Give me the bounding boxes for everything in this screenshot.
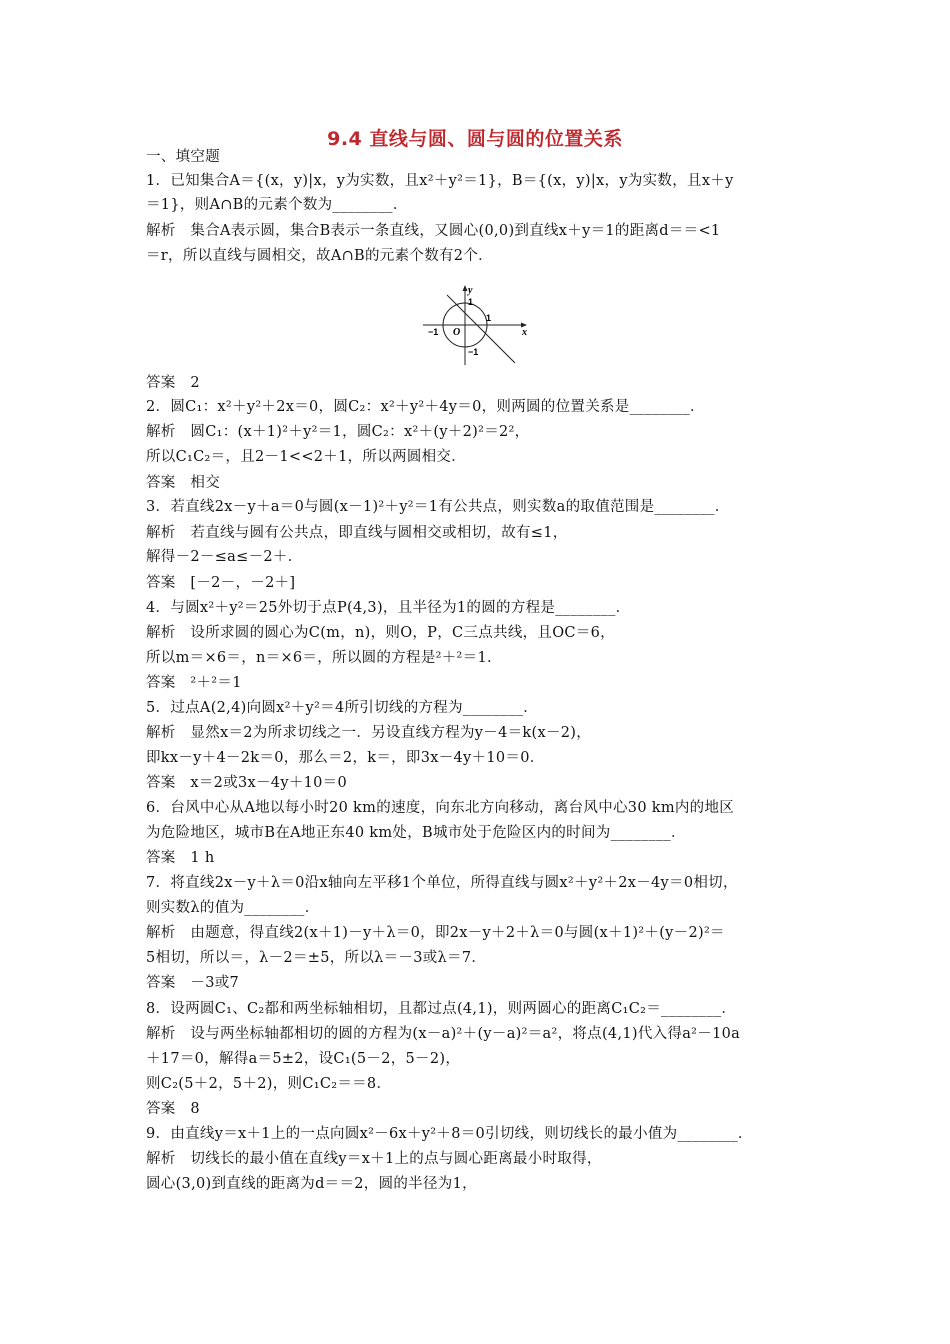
circle-line-figure [419, 283, 531, 367]
text-line: 3．若直线2x－y＋a＝0与圆(x－1)²＋y²＝1有公共点，则实数a的取值范围是________． [146, 499, 730, 515]
text-line: 2．圆C₁：x²＋y²＋2x＝0，圆C₂：x²＋y²＋4y＝0，则两圆的位置关系是________． [146, 399, 705, 415]
text-line: 5相切，所以＝，λ－2＝±5，所以λ＝－3或λ＝7． [146, 950, 487, 966]
y-axis-label: y [468, 285, 473, 296]
text-line: 5．过点A(2,4)向圆x²＋y²＝4所引切线的方程为________． [146, 700, 539, 716]
tick-label-neg-y: −1 [468, 347, 479, 357]
origin-label: O [453, 327, 461, 338]
text-line: 所以m＝×6＝，n＝×6＝，所以圆的方程是²＋²＝1. [146, 650, 492, 666]
text-line: 则实数λ的值为________． [146, 900, 320, 916]
text-line: 解析 由题意，得直线2(x＋1)－y＋λ＝0，即2x－y＋2＋λ＝0与圆(x＋1)²＋(y－2)²＝ [146, 925, 725, 941]
text-line: 答案 2 [146, 375, 200, 391]
text-line: 解析 若直线与圆有公共点，即直线与圆相交或相切，故有≤1， [146, 525, 568, 541]
text-line: 解析 切线长的最小值在直线y＝x＋1上的点与圆心距离最小时取得， [146, 1151, 602, 1167]
text-line: 则C₂(5＋2，5＋2)，则C₁C₂＝＝8． [146, 1076, 392, 1092]
x-axis-label: x [522, 327, 527, 338]
text-line: 答案 ²＋²＝1 [146, 675, 242, 691]
text-line: 所以C₁C₂＝，且2－1<<2＋1，所以两圆相交． [146, 449, 467, 465]
text-line: 4．与圆x²＋y²＝25外切于点P(4,3)，且半径为1的圆的方程是________． [146, 600, 631, 616]
text-line: 解析 显然x＝2为所求切线之一．另设直线方程为y－4＝k(x－2)， [146, 725, 592, 741]
text-line: 答案 1 h [146, 850, 215, 866]
text-line: ＝1}，则A∩B的元素个数为________． [146, 197, 408, 213]
tick-label-neg-x: −1 [428, 327, 439, 337]
y-axis-arrow [463, 285, 468, 291]
text-line: 解析 设与两坐标轴都相切的圆的方程为(x－a)²＋(y－a)²＝a²，将点(4,1)代入得a²－10a [146, 1026, 741, 1042]
text-line: 解析 集合A表示圆，集合B表示一条直线，又圆心(0,0)到直线x＋y＝1的距离d＝＝<1 [146, 223, 721, 239]
text-line: 圆心(3,0)到直线的距离为d＝＝2，圆的半径为1， [146, 1176, 477, 1192]
text-line: ＋17＝0，解得a＝5±2，设C₁(5－2，5－2)， [146, 1051, 461, 1067]
text-line: 答案 相交 [146, 475, 220, 491]
text-line: 即kx－y＋4－2k＝0，那么＝2，k＝，即3x－4y＋10＝0． [146, 750, 545, 766]
text-line: 解析 圆C₁：(x＋1)²＋y²＝1，圆C₂：x²＋(y＋2)²＝2²， [146, 424, 530, 440]
text-line: 答案 [－2－，－2＋] [146, 575, 296, 591]
tick-label-pos-x: 1 [486, 313, 492, 323]
text-line: 解得－2－≤a≤－2＋． [146, 549, 303, 565]
text-line: 一、填空题 [146, 149, 220, 165]
text-line: 8．设两圆C₁、C₂都和两坐标轴相切，且都过点(4,1)，则两圆心的距离C₁C₂＝________． [146, 1001, 737, 1017]
page-title: 9.4 直线与圆、圆与圆的位置关系 [327, 128, 623, 150]
text-line: 解析 设所求圆的圆心为C(m，n)，则O，P，C三点共线，且OC＝6， [146, 625, 615, 641]
text-line: 答案 x＝2或3x－4y＋10＝0 [146, 775, 347, 791]
text-line: ＝r，所以直线与圆相交，故A∩B的元素个数有2个． [146, 248, 493, 264]
text-line: 1．已知集合A＝{(x，y)|x，y为实数，且x²＋y²＝1}，B＝{(x，y)|x，y为实数，且x＋y [146, 173, 734, 189]
text-line: 为危险地区，城市B在A地正东40 km处，B城市处于危险区内的时间为________． [146, 825, 686, 841]
text-line: 6．台风中心从A地以每小时20 km的速度，向东北方向移动，离台风中心30 km内的地区 [146, 800, 735, 816]
text-line: 9．由直线y＝x＋1上的一点向圆x²－6x＋y²＋8＝0引切线，则切线长的最小值为________． [146, 1126, 753, 1142]
text-line: 7．将直线2x－y＋λ＝0沿x轴向左平移1个单位，所得直线与圆x²＋y²＋2x－4y＝0相切， [146, 875, 738, 891]
text-line: 答案 8 [146, 1101, 200, 1117]
tick-label-pos-y: 1 [468, 297, 474, 307]
text-line: 答案 －3或7 [146, 975, 240, 991]
